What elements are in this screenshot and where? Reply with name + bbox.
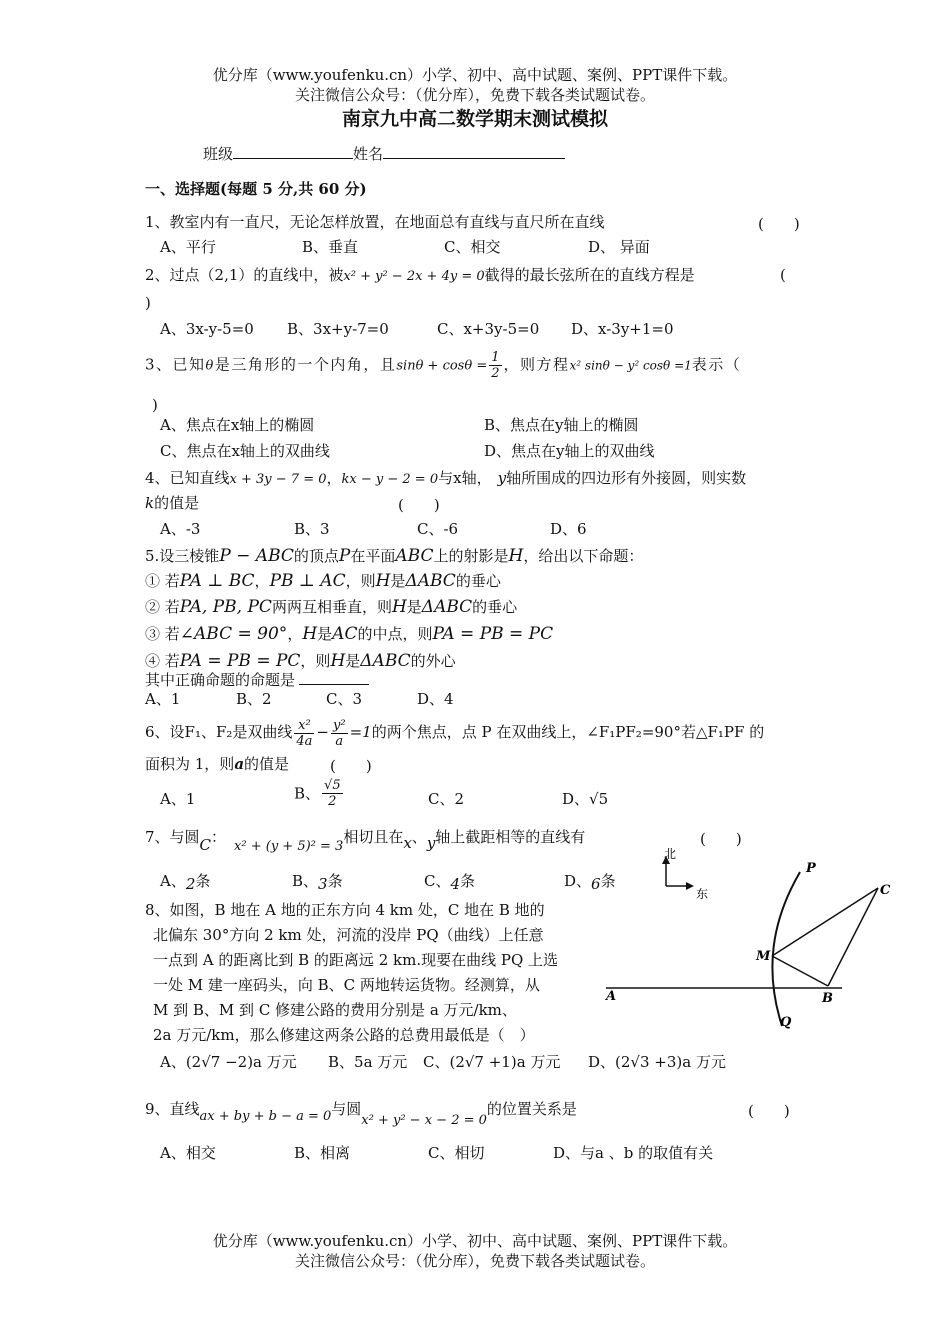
q5-plane: ABC [395,546,434,566]
q2-option-c: C、x+3y-5=0 [437,320,540,338]
q2-paren-close: ) [145,294,151,312]
q1-option-a: A、平行 [160,238,216,256]
q7-option-d-unit: 条 [600,872,616,890]
q4-option-a: A、-3 [160,520,201,538]
q5-pyramid: P − ABC [219,546,294,566]
q6-option-a: A、1 [160,790,196,808]
q6-f1-num: x² [294,718,314,734]
q5-prop-2 [145,598,517,616]
q4-stem [145,469,746,489]
q9-option-c: C、相切 [428,1144,485,1162]
q7-stem-c: 轴上截距相等的直线有 [435,828,586,846]
q7-answer-paren[interactable]: ( ) [700,830,742,848]
q4-stem-line2 [145,494,199,512]
q5-p3-b: ， [287,625,303,643]
q5-p2-m: PA, PB, PC [179,597,272,617]
q6-f1-den: 4a [296,733,313,749]
east-arrow-head [686,882,694,890]
label-a: A [606,989,617,1004]
q5-p1-H: H [375,571,391,591]
q7-option-b-label: B、 [292,872,319,890]
q5-p2-c: 是 [406,598,422,616]
q5-prop-1 [145,572,501,590]
q3-option-c: C、焦点在x轴上的双曲线 [160,442,330,460]
q4-sep: ， [326,469,342,487]
q8-figure [600,838,900,1038]
q9-answer-paren[interactable]: ( ) [748,1102,790,1120]
footer-line-1: 优分库（www.youfenku.cn）小学、初中、高中试题、案例、PPT课件下载。 [212,1232,738,1250]
q2-circle-formula: x² + y² − 2x + 4y = 0 [343,269,485,284]
q7-sep: 、 [411,828,427,846]
q5-ask [145,670,369,689]
q7-x: x [403,834,412,852]
q8-option-d: D、(2√3 +3)a 万元 [588,1053,726,1071]
label-c: C [880,883,891,898]
q4-k: k [145,494,155,512]
q4-stem-c: 轴所围成的四边形有外接圆，则实数 [506,469,747,487]
q6-line2-a: 面积为 1，则 [145,755,235,773]
q5-p3-H: H [302,624,318,644]
q4-option-b: B、3 [294,520,330,538]
q8-option-b: B、5a 万元 [328,1053,408,1071]
q7-circle: x² + (y + 5)² = 3 [234,839,344,854]
q5-p1-b: ， [254,572,270,590]
q5-p1-d: 是 [390,572,406,590]
q5-p3-d: 的中点，则 [357,625,433,643]
q5-p2-tri: ΔABC [421,597,473,617]
q8-line-1: 8、如图，B 地在 A 地的正东方向 4 km 处，C 地在 B 地的 [145,901,545,919]
q6-a: a [234,755,245,773]
q7-stem [145,828,586,854]
q3-option-b: B、焦点在y轴上的椭圆 [484,416,639,434]
q7-option-d-label: D、 [564,872,592,890]
q9-line: ax + by + b − a = 0 [199,1109,332,1124]
q3-option-d: D、焦点在y轴上的双曲线 [484,442,655,460]
q6-stem-line2 [145,755,289,773]
q9-stem-a: 9、直线 [145,1100,200,1118]
q5-p1-a: ① 若 [145,572,180,590]
class-label: 班级 [203,145,234,163]
q7-stem-a: 7、与圆 [145,828,200,846]
q3-formula2: x² sinθ − y² cosθ =1 [569,358,692,373]
q6-minus: − [316,723,329,741]
q7-option-c-label: C、 [424,872,451,890]
class-blank[interactable] [233,144,353,159]
q5-option-c: C、3 [326,690,363,708]
q5-p4-d: 的外心 [410,652,456,670]
page-title: 南京九中高二数学期末测试模拟 [341,108,608,130]
q3-theta: θ [205,358,215,374]
q9-option-a: A、相交 [160,1144,216,1162]
q1-option-b: B、垂直 [302,238,359,256]
q7-option-a-num: 2 [185,875,196,893]
q7-C: C [199,836,212,854]
q5-p2-d: 的垂心 [472,598,518,616]
q9-option-b: B、相离 [294,1144,351,1162]
q9-stem [145,1100,577,1128]
q5-P: P [338,546,351,566]
q7-option-a [160,872,211,893]
q6-frac-1 [294,718,314,749]
q5-option-a: A、1 [145,690,181,708]
east-label: 东 [696,887,709,901]
q5-p4-tri: ΔABC [360,651,411,671]
q3-frac-num: 1 [491,350,500,365]
q5-prop-3 [145,625,553,643]
q3-frac-den: 2 [491,366,500,381]
q2-stem-a: 2、过点（2,1）的直线中，被 [145,266,344,284]
label-m: M [756,949,771,964]
q6-f2-den: a [335,733,344,749]
q1-stem: 1、教室内有一直尺，无论怎样放置，在地面总有直线与直尺所在直线 [145,213,605,231]
river-curve-pq [772,872,800,1026]
q4-stem-d: 的值是 [154,494,200,512]
q5-p2-H: H [391,597,407,617]
q3-option-a: A、焦点在x轴上的椭圆 [160,416,315,434]
q8-option-c: C、(2√7 +1)a 万元 [423,1053,561,1071]
q6-option-c: C、2 [428,790,465,808]
q7-option-b [292,872,343,893]
q9-circle: x² + y² − x − 2 = 0 [361,1113,487,1128]
q6-eq: =1 [349,723,372,741]
q5-p1-e: 的垂心 [455,572,501,590]
q6-f2-num: y² [333,717,346,733]
q3-paren-close: ) [152,396,158,414]
q4-stem-a: 4、已知直线 [145,469,230,487]
q7-colon: ： [211,828,227,846]
q2-option-b: B、3x+y-7=0 [287,320,389,338]
q7-option-c [424,872,476,893]
q8-line-2: 北偏东 30°方向 2 km 处，河流的没岸 PQ（曲线）上任意 [153,926,544,944]
q3-formula1: sinθ + cosθ = [396,358,488,374]
q1-answer-paren[interactable]: ( ) [758,215,800,233]
q5-p3-ac: AC [332,624,358,644]
q5-p4-eq: PA = PB = PC [179,651,301,671]
q6-option-b-den: 2 [328,794,337,809]
q5-stem-a: 5.设三棱锥 [145,547,220,565]
label-q: Q [780,1015,792,1030]
q4-y: y [497,469,507,487]
q6-option-b [294,778,345,820]
q5-p3-eq: PA = PB = PC [432,624,554,644]
q4-line2: kx − y − 2 = 0 [341,472,439,487]
q6-frac-2 [331,718,348,749]
q6-stem [145,716,764,756]
q9-stem-b: 与圆 [331,1100,362,1118]
q6-option-b-label: B、 [294,784,321,803]
q7-option-b-unit: 条 [327,872,343,890]
q5-ask-text: 其中正确命题的命题是 [145,671,296,689]
q7-option-c-unit: 条 [460,872,476,890]
q8-line-3: 一点到 A 的距离比到 B 的距离远 2 km.现要在曲线 PQ 上选 [153,951,559,969]
q5-p4-H: H [330,651,346,671]
q7-y: y [426,834,436,852]
q5-p4-a: ④ 若 [145,652,180,670]
q5-p4-b: ，则 [300,652,331,670]
q2-paren-open[interactable]: ( [780,266,786,284]
q8-option-a: A、(2√7 −2)a 万元 [160,1053,297,1071]
q3-stem-a: 3、已知 [145,355,206,374]
q6-answer-paren[interactable]: ( ) [330,757,372,775]
name-label: 姓名 [353,145,384,163]
q4-option-d: D、6 [550,520,587,538]
q5-p1-c: ，则 [345,572,376,590]
q2-option-d: D、x-3y+1=0 [571,320,674,338]
q7-option-a-unit: 条 [195,872,211,890]
q5-stem-c: 在平面 [350,547,396,565]
q5-prop-4 [145,652,456,670]
q7-option-c-num: 4 [450,875,461,893]
q7-option-a-label: A、 [160,872,186,890]
q9-stem-c: 的位置关系是 [486,1100,577,1118]
q5-option-d: D、4 [417,690,454,708]
segment-bc [828,888,878,986]
q5-p1-m2: PB ⊥ AC [269,571,346,591]
q5-H: H [508,546,524,566]
q5-p3-c: 是 [317,625,333,643]
q5-stem [145,547,643,565]
q5-option-b: B、2 [236,690,272,708]
name-blank[interactable] [383,144,565,159]
q3-stem-d: 表示（ [691,355,742,374]
q5-p3-m: ∠ABC = 90° [179,624,288,644]
q8-line-6: 2a 万元/km，那么修建这两条公路的总费用最低是（ ） [153,1026,535,1044]
q2-option-a: A、3x-y-5=0 [160,320,254,338]
north-label: 北 [664,847,677,861]
section-heading: 一、选择题(每题 5 分,共 60 分) [145,180,367,198]
q4-stem-b: 与x轴， [438,469,492,487]
q5-p4-c: 是 [345,652,361,670]
q7-option-b-num: 3 [318,875,328,893]
q5-p1-tri: ΔABC [405,571,456,591]
q5-p2-a: ② 若 [145,598,180,616]
q7-stem-b: 相切且在 [343,828,404,846]
q4-answer-paren[interactable]: ( ) [398,496,440,514]
q5-stem-d: 上的射影是 [433,547,509,565]
q3-stem-c: ，则方程 [503,355,570,374]
q3-stem-b: 是三角形的一个内角，且 [214,355,397,374]
q6-stem-a: 6、设F₁、F₂是双曲线 [145,723,293,741]
q2-stem-b: 截得的最长弦所在的直线方程是 [484,266,695,284]
q5-p3-a: ③ 若 [145,625,180,643]
header-line-1: 优分库（www.youfenku.cn）小学、初中、高中试题、案例、PPT课件下载。 [212,66,738,84]
q6-line2-b: 的值是 [244,755,290,773]
q5-p1-m1: PA ⊥ BC [179,571,255,591]
q4-line1: x + 3y − 7 = 0 [229,472,327,487]
segment-mb [772,956,828,986]
q5-stem-b: 的顶点 [293,547,339,565]
footer-line-2: 关注微信公众号：（优分库），免费下载各类试题试卷。 [294,1252,655,1270]
q7-option-d-num: 6 [591,875,601,893]
student-info [203,144,565,163]
q3-stem [145,350,741,381]
q3-fraction [489,350,501,381]
q5-stem-e: ，给出以下命题： [523,547,644,565]
q5-p2-b: 两两互相垂直，则 [271,598,392,616]
q1-option-c: C、相交 [444,238,501,256]
q2-stem [145,266,695,286]
q5-answer-blank[interactable] [299,670,369,685]
q8-line-5: M 到 B、M 到 C 修建公路的费用分别是 a 万元/km、 [153,1001,517,1019]
q1-option-d: D、 异面 [588,238,650,256]
q8-line-4: 一处 M 建一座码头，向 B、C 两地转运货物。经测算，从 [153,976,540,994]
label-b: B [822,991,833,1006]
q9-option-d: D、与a 、b 的取值有关 [553,1144,714,1162]
label-p: P [806,861,816,876]
q6-option-b-frac [322,778,343,809]
q6-option-b-num: √5 [324,778,341,793]
q4-option-c: C、-6 [417,520,459,538]
q6-stem-b: 的两个焦点，点 P 在双曲线上，∠F₁PF₂=90°若△F₁PF 的 [371,723,765,741]
header-line-2: 关注微信公众号：（优分库），免费下载各类试题试卷。 [294,86,655,104]
q6-option-d: D、√5 [562,790,609,808]
